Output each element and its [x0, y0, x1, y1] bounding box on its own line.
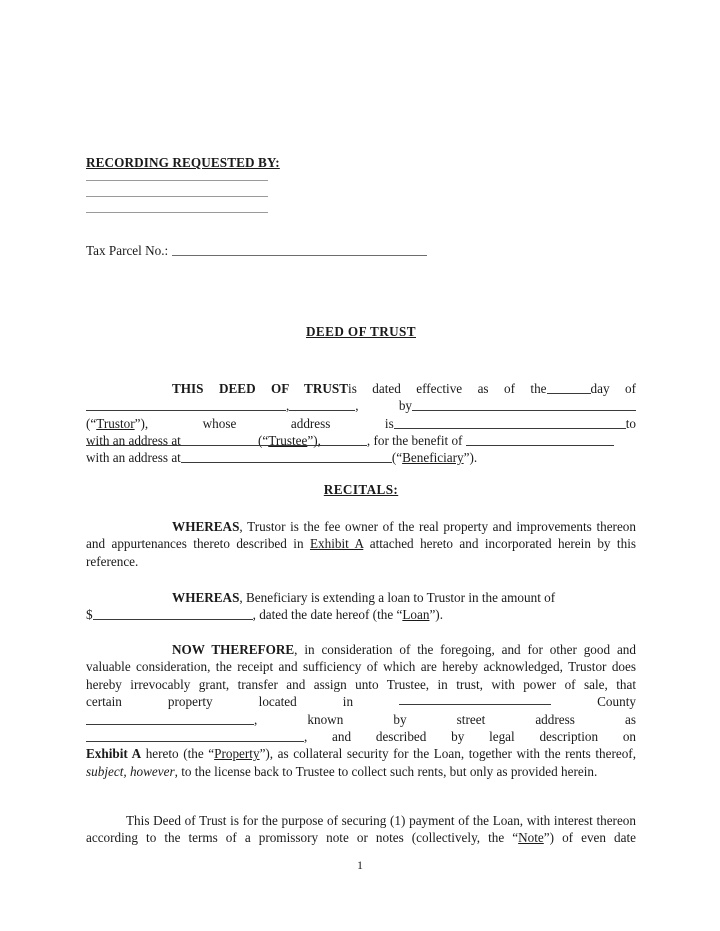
deed-text-15: ”).	[463, 450, 478, 465]
recording-blank-line-3[interactable]	[86, 212, 268, 213]
word-property: property	[167, 694, 213, 710]
beneficiary-name-blank[interactable]	[466, 434, 614, 446]
exhibit-a-reference: Exhibit A	[309, 536, 364, 552]
day-blank[interactable]	[547, 382, 591, 394]
word-on: on	[622, 729, 636, 745]
deed-text-12: , for the benefit of	[366, 433, 463, 448]
trustor-defined-term: Trustor	[96, 415, 135, 431]
street-address-blank-wrap	[86, 728, 307, 745]
state-blank-wrap	[86, 711, 257, 728]
now-therefore-street-line	[86, 711, 636, 728]
now-therefore-text-c: ”), as collateral security for the Loan, together with the rents thereof,	[259, 746, 636, 762]
month-blank[interactable]	[86, 399, 286, 411]
page-number: 1	[357, 858, 363, 872]
whereas-1-text-b: attached hereto and incorporated herein by this reference.	[86, 536, 636, 569]
deed-text-1: is dated effective as of the	[348, 381, 547, 396]
recording-requested-by-heading: RECORDING REQUESTED BY:	[86, 155, 280, 170]
word-and: and	[332, 729, 352, 745]
whereas-2-text-b: , dated the date hereof (the “	[252, 607, 403, 623]
deed-address-line-1	[86, 432, 636, 449]
now-therefore-lead: NOW THEREFORE	[172, 642, 295, 657]
recitals-title-text: RECITALS:	[323, 482, 399, 497]
deed-of-trust-title-text: DEED OF TRUST	[306, 324, 416, 339]
word-as: as	[624, 711, 636, 727]
tax-parcel-label: Tax Parcel No.:	[86, 243, 169, 258]
now-therefore-legal-desc-line	[86, 728, 636, 745]
word-by: by	[393, 711, 407, 727]
property-defined-term: Property	[214, 746, 260, 762]
state-blank[interactable]	[86, 713, 254, 725]
word-legal: legal	[489, 729, 515, 745]
deed-lead-in: THIS DEED OF TRUST	[172, 381, 349, 396]
note-defined-term: Note	[518, 830, 544, 846]
word-address: address	[535, 711, 575, 727]
tax-parcel-input[interactable]	[172, 244, 427, 256]
whereas-1-lead: WHEREAS	[172, 519, 240, 534]
deed-text-4: , by	[355, 398, 412, 414]
word-county: County	[597, 694, 636, 710]
recording-blank-line-1[interactable]	[86, 180, 268, 181]
loan-defined-term: Loan	[402, 607, 430, 623]
whereas-2-text-a: , Beneficiary is extending a loan to Trustor in the amount of	[239, 590, 556, 605]
comma-after-address: ,	[304, 729, 308, 745]
trustee-address-blank[interactable]	[181, 433, 367, 449]
tax-parcel-row	[86, 243, 427, 259]
trustee-defined-term: Trustee	[268, 433, 308, 449]
word-in: in	[342, 694, 354, 710]
deed-text-2: day of	[590, 381, 636, 396]
word-description: description	[539, 729, 599, 745]
trustor-name-blank[interactable]	[412, 399, 636, 411]
whereas-2-lead: WHEREAS	[172, 590, 240, 605]
word-located: located	[258, 694, 297, 710]
word-by: by	[451, 729, 465, 745]
securing-text-b: ”) of even date	[543, 830, 636, 846]
street-address-blank[interactable]	[86, 730, 304, 742]
deed-text-3: ,	[286, 398, 290, 414]
recording-blank-lines	[86, 180, 268, 228]
now-therefore-text-b: hereto (the “	[141, 746, 215, 762]
word-described: described	[375, 729, 427, 745]
now-therefore-paragraph	[86, 641, 636, 780]
recitals-title	[86, 482, 636, 498]
deed-text-5: (“	[86, 415, 97, 431]
now-therefore-tail-block	[86, 745, 636, 780]
year-blank[interactable]	[289, 399, 355, 411]
word-certain: certain	[86, 694, 122, 710]
whereas-paragraph-1	[86, 518, 636, 570]
comma-after-state: ,	[254, 711, 258, 727]
deed-text-8: to	[625, 415, 636, 431]
trustor-address-blank[interactable]	[394, 417, 626, 429]
whereas-paragraph-2	[86, 589, 636, 624]
whereas-2-line-2	[86, 606, 636, 623]
deed-text-7: address is	[290, 415, 394, 431]
county-name-blank[interactable]	[399, 693, 551, 705]
word-street: street	[456, 711, 486, 727]
securing-text-a: This Deed of Trust is for the purpose of securing (1) payment of the Loan, with interest thereon according to the terms of a promissory note or notes (collectively, the “	[86, 813, 636, 846]
word-known: known	[307, 711, 344, 727]
deed-text-6: ”), whose	[134, 415, 237, 431]
loan-amount-blank[interactable]	[93, 608, 253, 620]
securing-paragraph	[86, 812, 636, 847]
whereas-2-line-1	[86, 589, 636, 606]
dollar-sign: $	[86, 607, 93, 623]
deed-text-13: with an address at	[86, 450, 181, 465]
deed-text-14: (“	[391, 450, 403, 465]
whereas-1-text-a: , Trustor is the fee owner of the real property and improvements thereon and appurtenances thereto described in	[86, 519, 636, 552]
deed-text-9: (“	[258, 433, 269, 449]
exhibit-a-bold-reference: Exhibit A	[86, 746, 142, 762]
now-therefore-county-line	[86, 693, 636, 710]
now-therefore-lead-block	[86, 641, 636, 693]
now-therefore-text-a: , in consideration of the foregoing, and for other good and valuable consideration, the receipt and sufficiency of which are hereby acknowledged, Trustor does hereby irrevocably grant, transfer and assign unto Trustee, in trust, with power of sale, that	[86, 642, 636, 692]
now-therefore-text-d: , to the license back to Trustee to collect such rents, but only as provided herein.	[174, 763, 598, 779]
deed-of-trust-title	[86, 324, 636, 340]
deed-address-line-2	[86, 449, 636, 466]
deed-text-10: ”),	[307, 433, 321, 449]
beneficiary-defined-term: Beneficiary	[402, 450, 464, 465]
recording-blank-line-2[interactable]	[86, 196, 268, 197]
beneficiary-address-blank[interactable]	[181, 451, 392, 463]
deed-text-11: with an address at	[86, 433, 181, 448]
whereas-2-text-c: ”).	[429, 607, 443, 623]
subject-however-italic: subject, however	[86, 763, 175, 779]
